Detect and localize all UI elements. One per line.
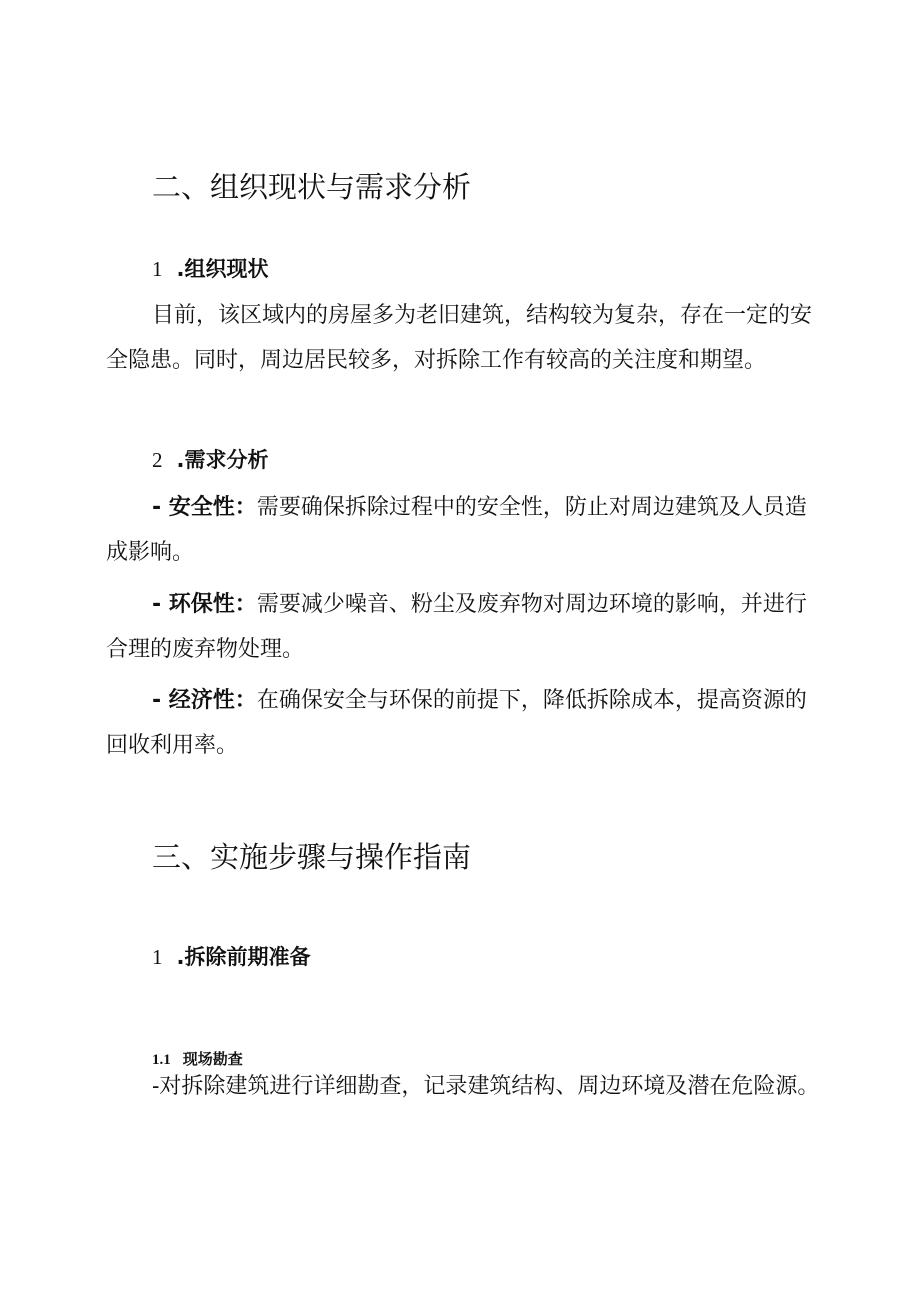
section-3-1-title: .拆除前期准备 (176, 945, 311, 969)
requirement-bullet: - (152, 688, 169, 713)
requirement-label: 经济性： (168, 688, 257, 713)
section-3-1-number: 1 (152, 945, 163, 969)
section-2-1-title: .组织现状 (176, 257, 269, 281)
org-status-paragraph: 目前，该区域内的房屋多为老旧建筑，结构较为复杂，存在一定的安全隐患。同时，周边居民较多，对拆除工作有较高的关注度和期望。 (106, 303, 813, 373)
requirement-item-environment (106, 583, 828, 672)
section-2-1-number: 1 (152, 257, 163, 281)
section-2-1-heading (152, 255, 268, 283)
site-survey-paragraph: -对拆除建筑进行详细勘查，记录建筑结构、周边环境及潜在危险源。 (152, 1074, 820, 1099)
section-3-1-1-title: 现场勘查 (182, 1050, 243, 1068)
requirement-item-safety (106, 486, 828, 575)
requirement-item-economy (106, 679, 828, 768)
section-2-heading: 二、组织现状与需求分析 (152, 170, 472, 204)
section-2-2-heading (152, 446, 268, 474)
section-2-2-number: 2 (152, 448, 163, 472)
section-3-1-heading (152, 943, 310, 971)
section-3-heading: 三、实施步骤与操作指南 (152, 840, 472, 874)
requirement-label: 安全性： (168, 495, 257, 520)
section-3-1-1-number: 1.1 (152, 1052, 171, 1068)
requirement-label: 环保性： (168, 592, 257, 617)
section-3-1-1-heading (152, 1049, 243, 1070)
requirement-bullet: - (152, 495, 169, 520)
requirement-text: 需要减少噪音、粉尘及废弃物对周边环境的影响，并进行合理的废弃物处理。 (106, 592, 807, 662)
section-2-2-title: .需求分析 (176, 448, 269, 472)
requirement-text: 需要确保拆除过程中的安全性，防止对周边建筑及人员造成影响。 (106, 495, 807, 565)
requirement-bullet: - (152, 592, 169, 617)
requirement-text: 在确保安全与环保的前提下，降低拆除成本，提高资源的回收利用率。 (106, 688, 807, 758)
